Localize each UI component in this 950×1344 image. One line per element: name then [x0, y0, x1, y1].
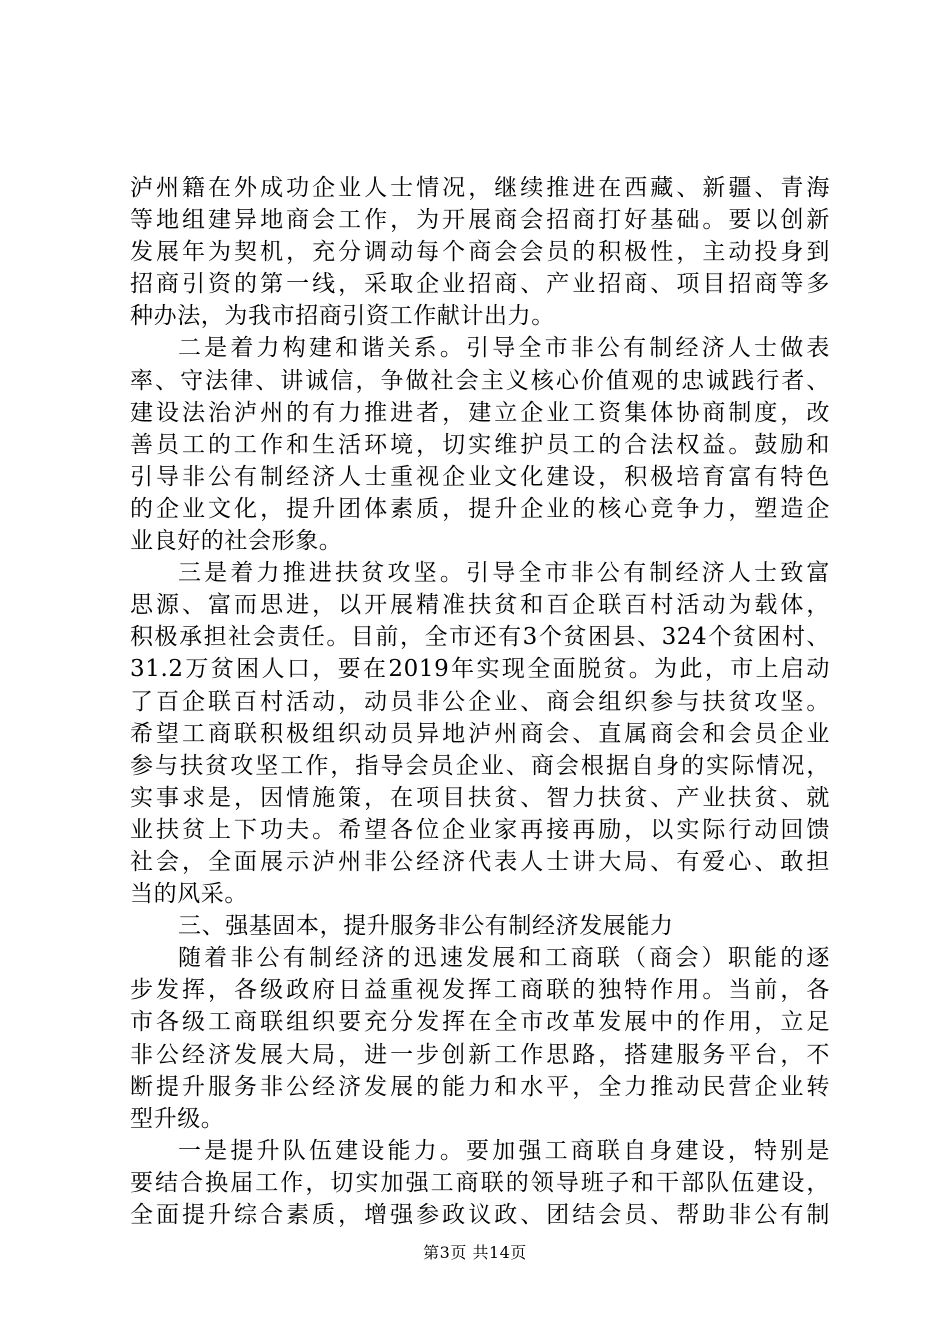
- paragraph-start-line: 一是提升队伍建设能力。要加强工商联自身建设，特别是: [178, 1137, 830, 1164]
- text-line: 非公经济发展大局，进一步创新工作思路，搭建服务平台，不: [130, 1041, 830, 1068]
- text-line: 全面提升综合素质，增强参政议政、团结会员、帮助非公有制: [130, 1202, 830, 1228]
- text-line: 率、守法律、讲诚信，争做社会主义核心价值观的忠诚践行者、: [130, 367, 830, 394]
- text-line: 参与扶贫攻坚工作，指导会员企业、商会根据自身的实际情况，: [130, 752, 830, 779]
- paragraph-start-line: 随着非公有制经济的迅速发展和工商联（商会）职能的逐: [178, 945, 830, 972]
- section-heading: 三、强基固本，提升服务非公有制经济发展能力: [178, 913, 674, 940]
- text-line: 步发挥，各级政府日益重视发挥工商联的独特作用。当前，各: [130, 977, 830, 1004]
- text-line: 型升级。: [130, 1105, 225, 1132]
- text-line: 引导非公有制经济人士重视企业文化建设，积极培育富有特色: [130, 463, 830, 490]
- text-line: 31.2万贫困人口，要在2019年实现全面脱贫。为此，市上启动: [130, 656, 830, 683]
- text-line: 希望工商联积极组织动员异地泸州商会、直属商会和会员企业: [130, 720, 830, 747]
- text-line: 社会，全面展示泸州非公经济代表人士讲大局、有爱心、敢担: [130, 848, 830, 875]
- text-line: 当的风采。: [130, 881, 248, 908]
- text-line: 等地组建异地商会工作，为开展商会招商打好基础。要以创新: [130, 207, 830, 234]
- text-line: 发展年为契机，充分调动每个商会会员的积极性，主动投身到: [130, 239, 830, 266]
- text-line: 断提升服务非公经济发展的能力和水平，全力推动民营企业转: [130, 1073, 830, 1100]
- text-line: 了百企联百村活动，动员非公企业、商会组织参与扶贫攻坚。: [130, 688, 830, 715]
- text-line: 建设法治泸州的有力推进者，建立企业工资集体协商制度，改: [130, 399, 830, 426]
- text-line: 积极承担社会责任。目前，全市还有3个贫困县、324个贫困村、: [130, 624, 830, 651]
- text-line: 的企业文化，提升团体素质，提升企业的核心竞争力，塑造企: [130, 495, 830, 522]
- text-line: 泸州籍在外成功企业人士情况，继续推进在西藏、新疆、青海: [130, 175, 830, 201]
- text-line: 实事求是，因情施策，在项目扶贫、智力扶贫、产业扶贫、就: [130, 784, 830, 811]
- text-line: 种办法，为我市招商引资工作献计出力。: [130, 303, 555, 330]
- text-line: 思源、富而思进，以开展精准扶贫和百企联百村活动为载体，: [130, 592, 830, 619]
- text-line: 要结合换届工作，切实加强工商联的领导班子和干部队伍建设，: [130, 1169, 830, 1196]
- text-line: 业良好的社会形象。: [130, 528, 343, 555]
- body-text: [130, 172, 830, 1231]
- page-number-footer: 第3页 共14页: [423, 1243, 527, 1262]
- text-line: 业扶贫上下功夫。希望各位企业家再接再励，以实际行动回馈: [130, 816, 830, 843]
- text-line: 市各级工商联组织要充分发挥在全市改革发展中的作用，立足: [130, 1009, 830, 1036]
- paragraph-start-line: 三是着力推进扶贫攻坚。引导全市非公有制经济人士致富: [178, 560, 830, 587]
- text-line: 招商引资的第一线，采取企业招商、产业招商、项目招商等多: [130, 271, 830, 298]
- text-line: 善员工的工作和生活环境，切实维护员工的合法权益。鼓励和: [130, 431, 830, 458]
- paragraph-start-line: 二是着力构建和谐关系。引导全市非公有制经济人士做表: [178, 335, 830, 362]
